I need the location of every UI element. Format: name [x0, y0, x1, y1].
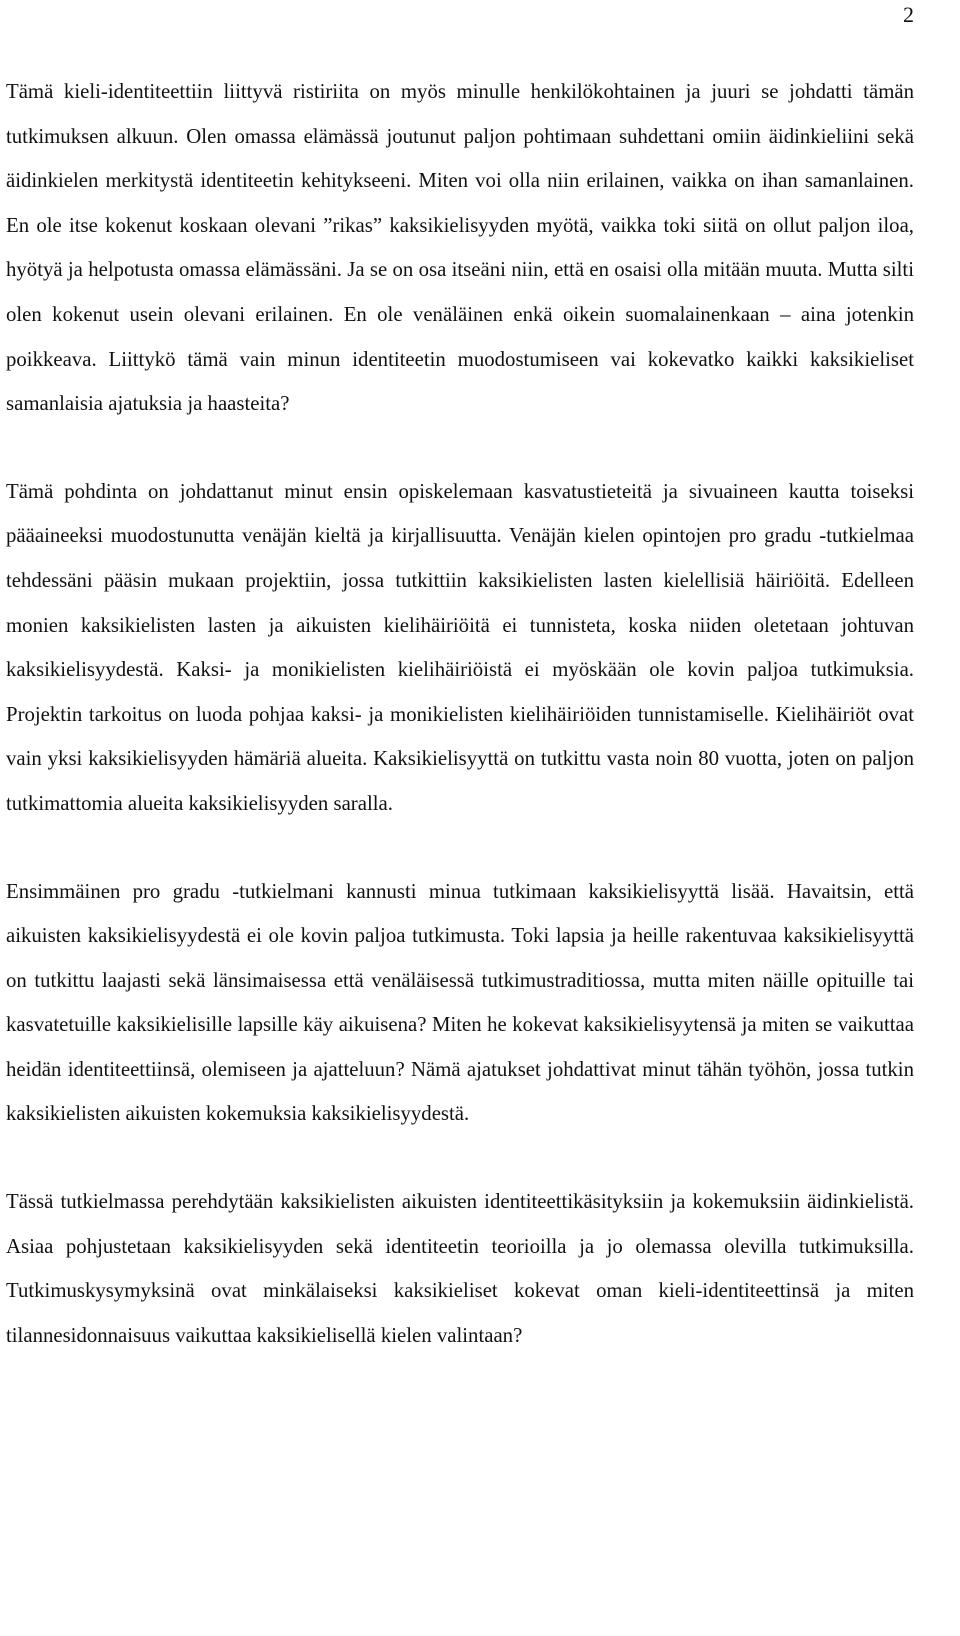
paragraph-1: Tämä kieli-identiteettiin liittyvä ristiriita on myös minulle henkilökohtainen ja juuri se johdatti tämän tutkimuksen alkuun. Olen omassa elämässä joutunut paljon pohtimaan suhdettani omiin äidinkieliini sekä äidinkielen merkitystä identiteetin kehitykseeni. Miten voi olla niin erilainen, vaikka on ihan samanlainen. En ole itse kokenut koskaan olevani ”rikas” kaksikielisyyden myötä, vaikka toki siitä on ollut paljon iloa, hyötyä ja helpotusta omassa elämässäni. Ja se on osa itseäni niin, että en osaisi olla mitään muuta. Mutta silti olen kokenut usein olevani erilainen. En ole venäläinen enkä oikein suomalainenkaan – aina jotenkin poikkeava. Liittykö tämä vain minun identiteetin muodostumiseen vai kokevatko kaikki kaksikieliset samanlaisia ajatuksia ja haasteita? [6, 80, 914, 416]
page-number: 2 [903, 2, 914, 27]
paragraph-4: Tässä tutkielmassa perehdytään kaksikielisten aikuisten identiteettikäsityksiin ja kokemuksiin äidinkielistä. Asiaa pohjustetaan kaksikielisyyden sekä identiteetin teorioilla ja jo olemassa olevilla tutkimuksilla. Tutkimuskysymyksinä ovat minkälaiseksi kaksikieliset kokevat oman kieli-identiteettinsä ja miten tilannesidonnaisuus vaikuttaa kaksikielisellä kielen valintaan? [6, 1190, 914, 1347]
paragraph-2: Tämä pohdinta on johdattanut minut ensin opiskelemaan kasvatustieteitä ja sivuaineen kautta toiseksi pääaineeksi muodostunutta venäjän kieltä ja kirjallisuutta. Venäjän kielen opintojen pro gradu -tutkielmaa tehdessäni pääsin mukaan projektiin, jossa tutkittiin kaksikielisten lasten kielellisiä häiriöitä. Edelleen monien kaksikielisten lasten ja aikuisten kielihäiriöitä ei tunnisteta, koska niiden oletetaan johtuvan kaksikielisyydestä. Kaksi- ja monikielisten kielihäiriöistä ei myöskään ole kovin paljoa tutkimuksia. Projektin tarkoitus on luoda pohjaa kaksi- ja monikielisten kielihäiriöiden tunnistamiselle. Kielihäiriöt ovat vain yksi kaksikielisyyden hämäriä alueita. Kaksikielisyyttä on tutkittu vasta noin 80 vuotta, joten on paljon tutkimattomia alueita kaksikielisyyden saralla. [6, 479, 914, 815]
body-text [6, 70, 914, 1358]
paragraph-3: Ensimmäinen pro gradu -tutkielmani kannusti minua tutkimaan kaksikielisyyttä lisää. Havaitsin, että aikuisten kaksikielisyydestä ei ole kovin paljoa tutkimusta. Toki lapsia ja heille rakentuvaa kaksikielisyyttä on tutkittu laajasti sekä länsimaisessa että venäläisessä tutkimustraditiossa, mutta miten näille opituille tai kasvatetuille kaksikielisille lapsille käy aikuisena? Miten he kokevat kaksikielisyytensä ja miten se vaikuttaa heidän identiteettiinsä, olemiseen ja ajatteluun? Nämä ajatukset johdattivat minut tähän työhön, jossa tutkin kaksikielisten aikuisten kokemuksia kaksikielisyydestä. [6, 879, 914, 1126]
